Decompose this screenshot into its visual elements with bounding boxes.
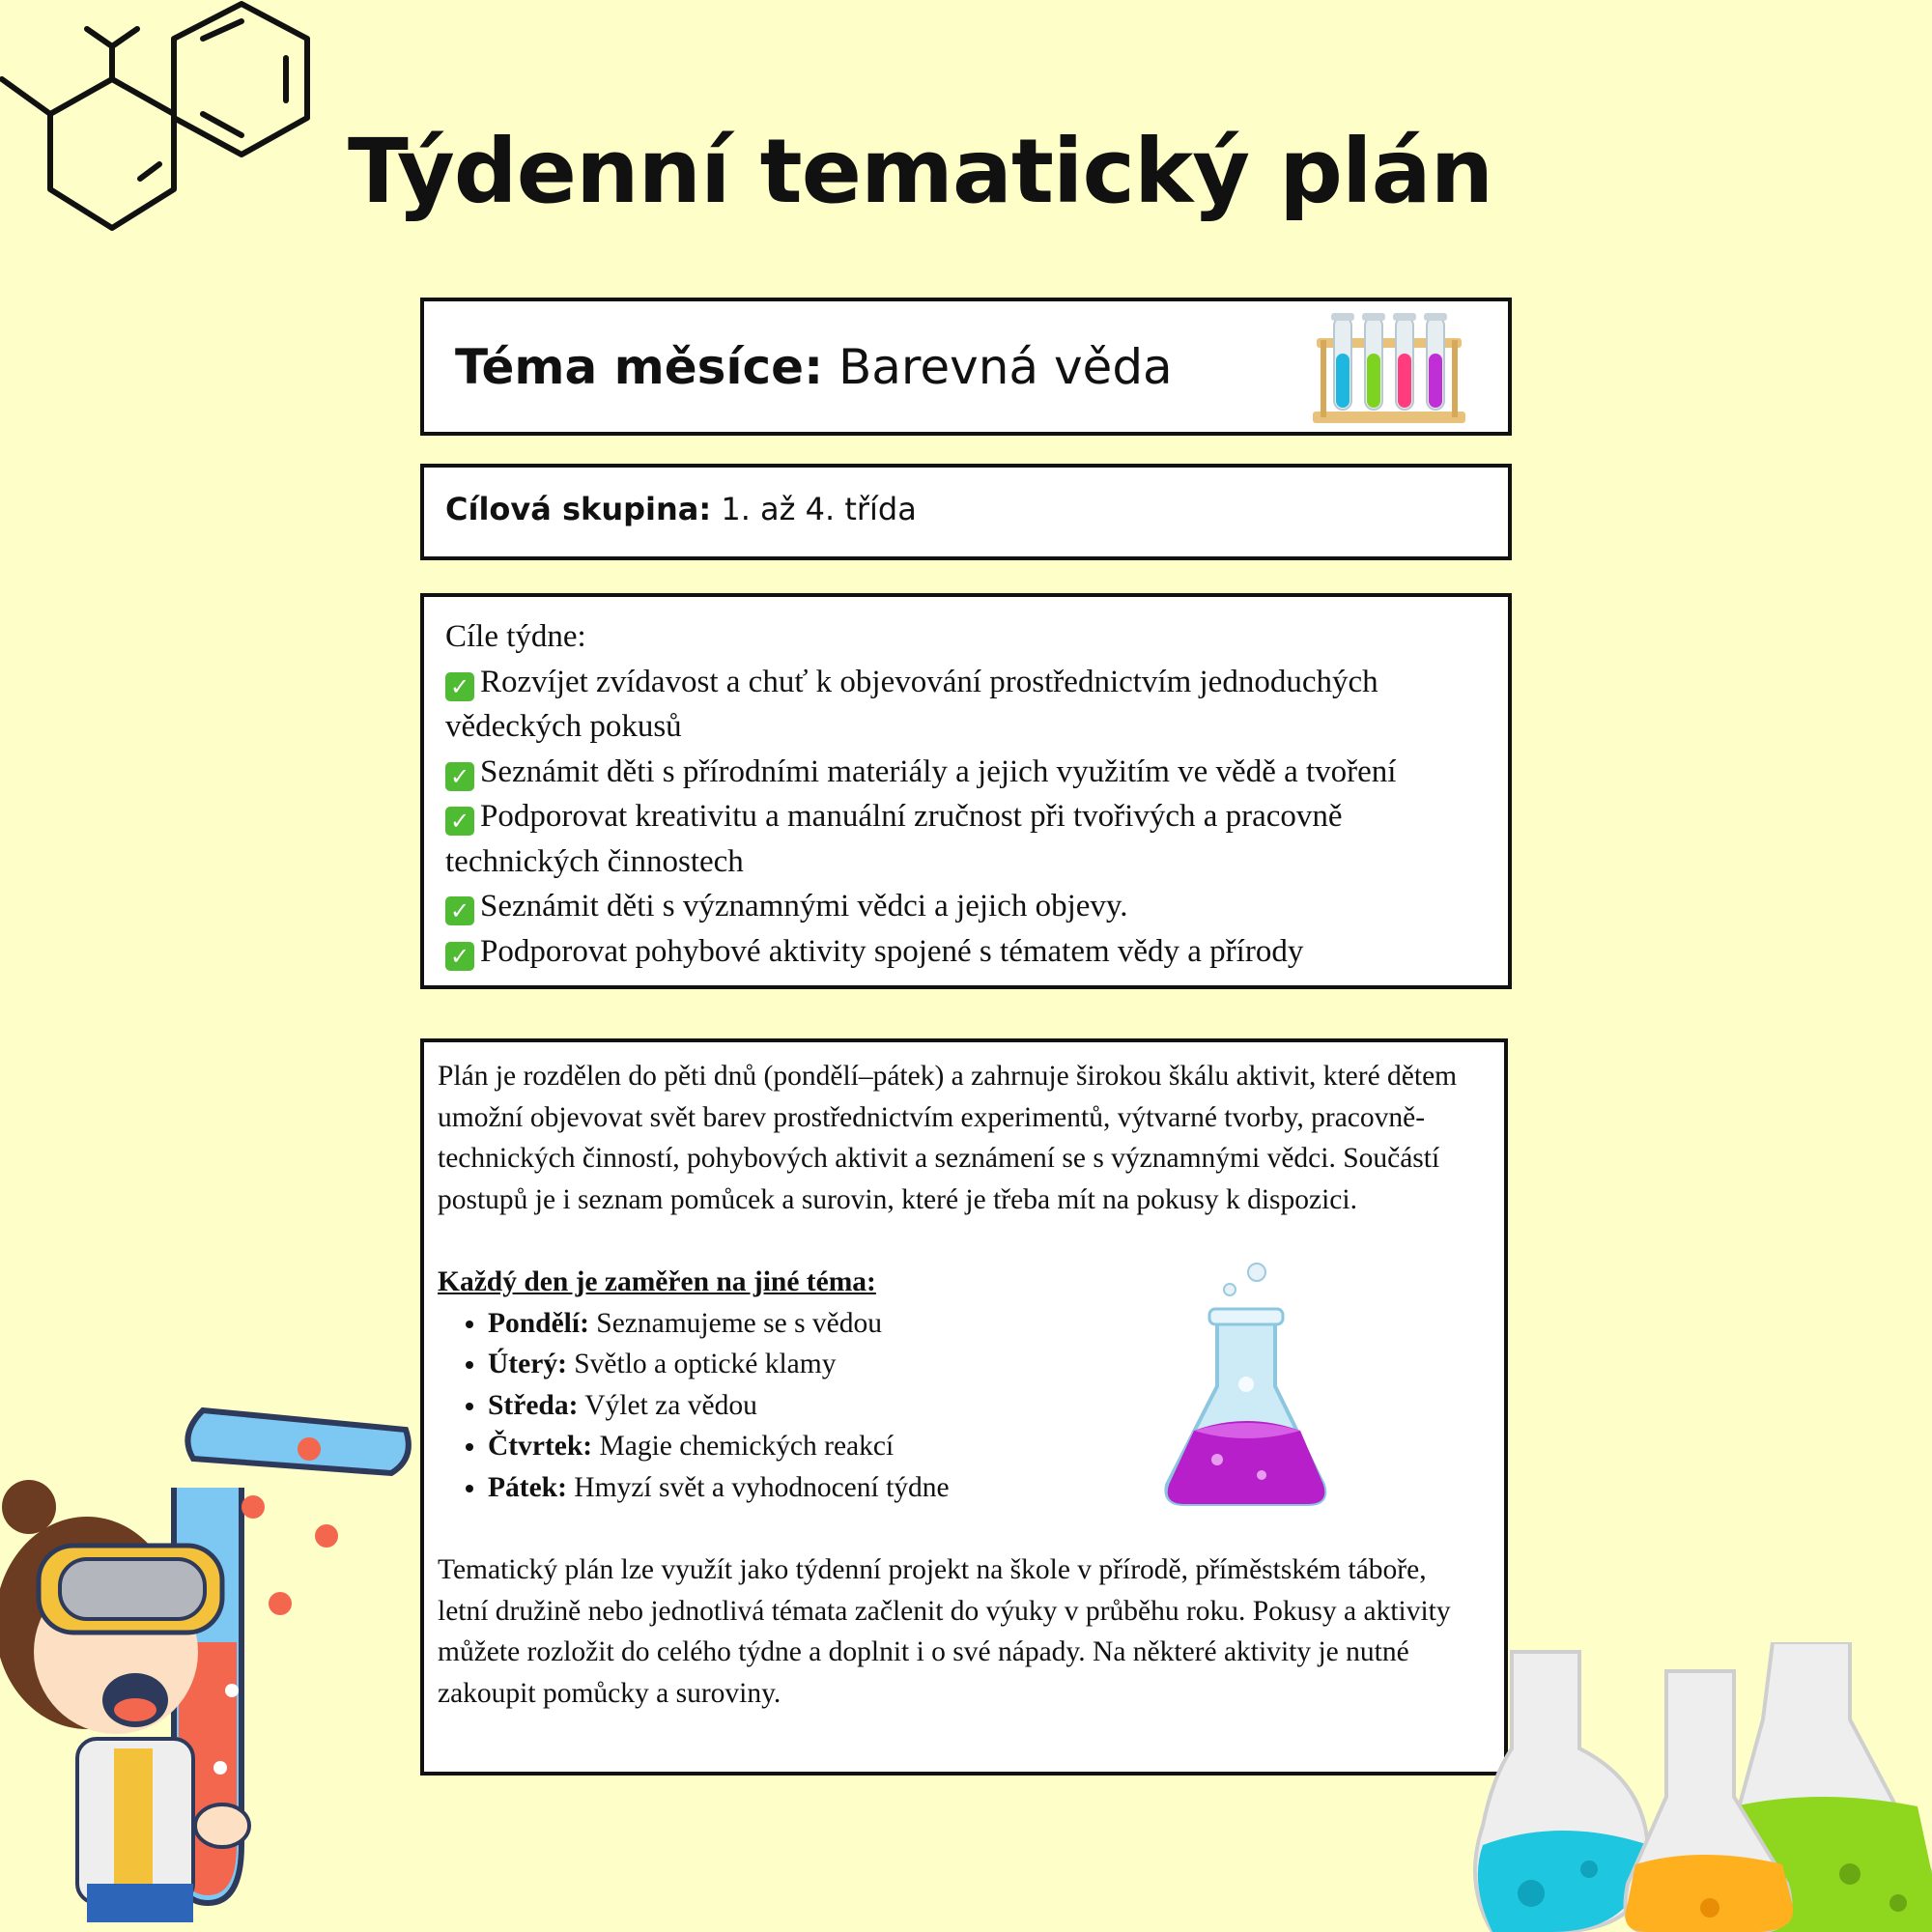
theme-line <box>455 336 1173 398</box>
theme-label: Téma měsíce: <box>455 339 824 395</box>
day-topic: Výlet za vědou <box>578 1389 757 1421</box>
day-topic: Seznamujeme se s vědou <box>588 1307 883 1339</box>
goal-item <box>445 929 1489 975</box>
days-heading: Každý den je zaměřen na jiné téma: <box>438 1265 876 1297</box>
theme-value: Barevná věda <box>823 339 1173 395</box>
goal-text: Podporovat kreativitu a manuální zručnost při tvořivých a pracovně technických činnostech <box>445 799 1343 879</box>
day-name: Pátek: <box>488 1471 567 1503</box>
day-name: Úterý: <box>488 1349 567 1380</box>
goal-item <box>445 884 1489 929</box>
day-name: Čtvrtek: <box>488 1431 593 1463</box>
goal-item <box>445 750 1489 795</box>
page-title: Týdenní tematický plán <box>348 120 1493 223</box>
plan-footer: Tematický plán lze využít jako týdenní projekt na škole v přírodě, příměstském táboře, letní družině nebo jednotlivá témata začlenit do výuky v průběhu roku. Pokusy a aktivity můžete rozložit do celého týdne a doplnit i o své nápady. Na některé aktivity je nutné zakoupit pomůcky a suroviny. <box>438 1554 1451 1709</box>
goal-text: Seznámit děti s přírodními materiály a jejich využitím ve vědě a tvoření <box>480 753 1397 789</box>
kid-scientist-with-test-tube-illustration <box>0 1401 425 1932</box>
goal-text: Seznámit děti s významnými vědci a jejich objevy. <box>480 889 1128 923</box>
molecule-structure-icon <box>0 0 319 242</box>
target-group-line <box>445 489 917 529</box>
check-icon: ✓ <box>445 672 474 701</box>
day-topic: Světlo a optické klamy <box>566 1349 837 1380</box>
goal-item <box>445 660 1489 750</box>
check-icon: ✓ <box>445 762 474 791</box>
target-group-label: Cílová skupina: <box>445 491 712 527</box>
theme-box <box>420 298 1512 436</box>
check-icon: ✓ <box>445 942 474 971</box>
target-group-box <box>420 464 1512 560</box>
day-topic: Hmyzí svět a vyhodnocení týdne <box>566 1471 950 1503</box>
check-icon: ✓ <box>445 896 474 925</box>
test-tubes-rack-icon <box>1313 311 1465 427</box>
plan-intro: Plán je rozdělen do pěti dnů (pondělí–pátek) a zahrnuje širokou škálu aktivit, které dětem umožní objevovat svět barev prostřednictvím experimentů, výtvarné tvorby, pracovně-technických činností, pohybových aktivit a seznámení se s významnými vědci. Součástí postupů je i seznam pomůcek a surovin, které je třeba mít na pokusy k dispozici. <box>438 1061 1458 1215</box>
check-icon: ✓ <box>445 807 474 836</box>
plan-box <box>420 1038 1508 1776</box>
goals-heading: Cíle týdne: <box>445 619 586 654</box>
goal-text: Rozvíjet zvídavost a chuť k objevování prostřednictvím jednoduchých vědeckých pokusů <box>445 664 1378 744</box>
goal-item <box>445 794 1489 884</box>
target-group-value: 1. až 4. třída <box>711 491 917 527</box>
purple-flask-icon <box>1159 1261 1333 1512</box>
day-name: Středa: <box>488 1389 579 1421</box>
day-name: Pondělí: <box>488 1307 589 1339</box>
day-topic: Magie chemických reakcí <box>592 1431 895 1463</box>
goals-box <box>420 593 1512 989</box>
goals-content <box>445 614 1489 974</box>
colorful-flasks-illustration <box>1473 1642 1932 1932</box>
goal-text: Podporovat pohybové aktivity spojené s tématem vědy a přírody <box>480 933 1304 969</box>
